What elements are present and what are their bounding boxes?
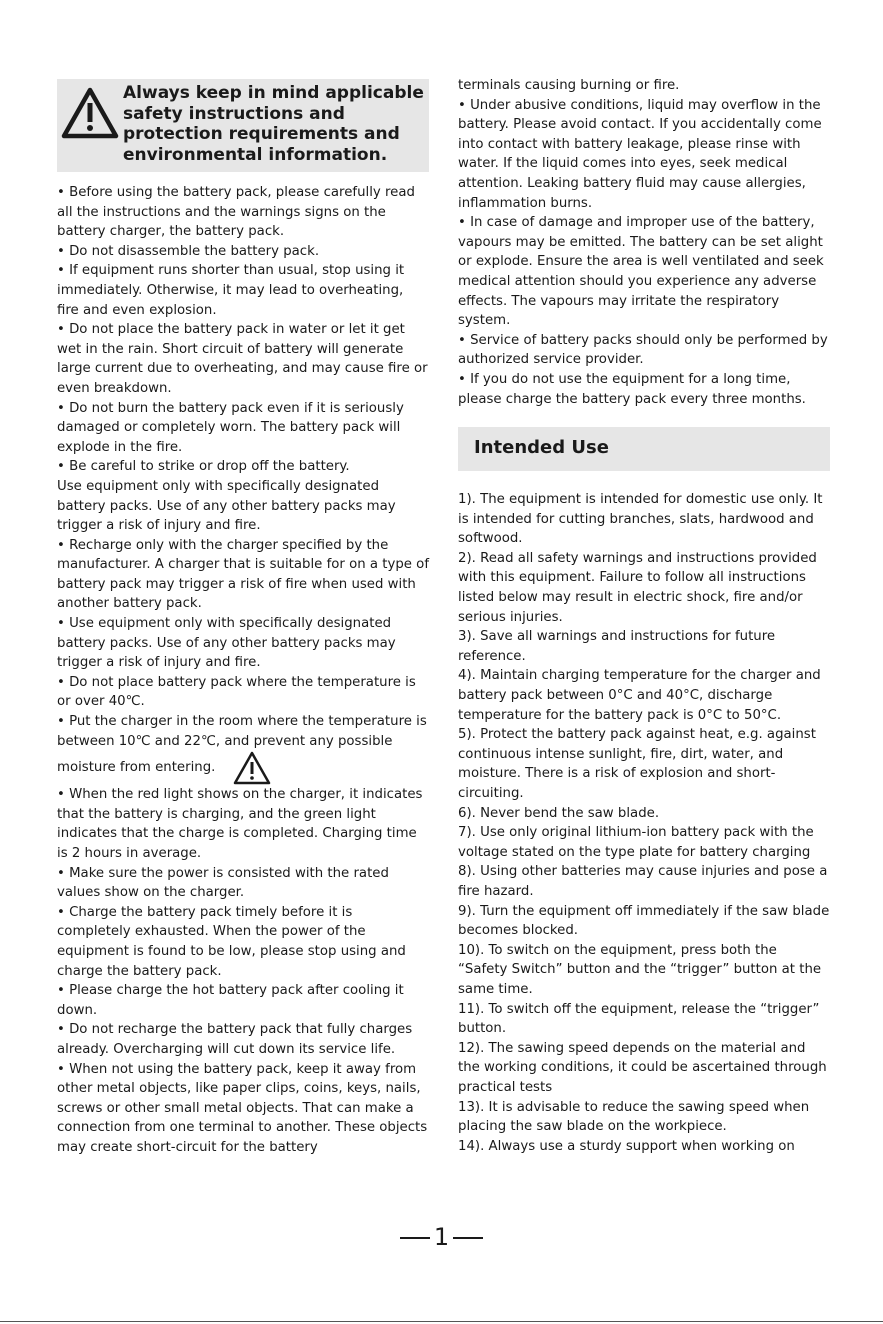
- paragraph: terminals causing burning or fire.: [458, 78, 680, 93]
- paragraph: • When the red light shows on the charger, it indicates that the battery is charging, and the green light indicates that the charge is completed. Charging time is 2 hours in average.: [57, 787, 423, 861]
- paragraph: Use equipment only with specifically designated battery packs. Use of any other battery packs may trigger a risk of injury and fire.: [57, 478, 396, 534]
- footer-dash-right: [453, 1237, 483, 1239]
- safety-warning-box: [57, 79, 429, 172]
- paragraph: • Use equipment only with specifically designated battery packs. Use of any other battery packs may trigger a risk of injury and fire.: [57, 616, 396, 671]
- left-column: [57, 79, 429, 1158]
- paragraph: • Before using the battery pack, please carefully read all the instructions and the warnings signs on the battery charger, the battery pack.: [57, 185, 415, 240]
- list-item: 4). Maintain charging temperature for the charger and battery pack between 0°C and 40°C, discharge temperature for the battery pack is 0°C to 50°C.: [458, 668, 821, 723]
- list-item: 14). Always use a sturdy support when working on: [458, 1138, 795, 1154]
- paragraph: • When not using the battery pack, keep it away from other metal objects, like paper clips, coins, keys, nails, screws or other small metal objects. That can make a connection from one terminal to another. These objects may create short-circuit for the battery: [57, 1061, 428, 1155]
- list-item: 11). To switch off the equipment, release the “trigger” button.: [458, 1001, 820, 1037]
- warning-triangle-icon: [233, 751, 271, 785]
- paragraph: • Service of battery packs should only be performed by authorized service provider.: [458, 332, 828, 368]
- list-item: 6). Never bend the saw blade.: [458, 805, 660, 821]
- intended-use-heading-bar: [458, 427, 830, 471]
- footer-dash-left: [400, 1237, 430, 1239]
- list-item: 10). To switch on the equipment, press both the “Safety Switch” button and the “trigger” button at the same time.: [458, 942, 822, 997]
- safety-warning-title: Always keep in mind applicable safety instructions and protection requirements and environmental information.: [123, 83, 424, 165]
- intended-use-heading: Intended Use: [474, 437, 609, 459]
- paragraph: • If equipment runs shorter than usual, stop using it immediately. Otherwise, it may lead to overheating, fire and even explosion.: [57, 263, 405, 318]
- list-item: 12). The sawing speed depends on the material and the working conditions, it could be ascertained through practical tests: [458, 1040, 827, 1095]
- list-item: 2). Read all safety warnings and instructions provided with this equipment. Failure to follow all instructions listed below may result in electric shock, fire and/or serious injuries.: [458, 550, 817, 625]
- bottom-rule: [0, 1321, 883, 1322]
- paragraph: • Do not disassemble the battery pack.: [57, 243, 320, 259]
- page-number: 1: [433, 1223, 450, 1251]
- list-item: 1). The equipment is intended for domestic use only. It is intended for cutting branches, slats, hardwood and softwood.: [458, 492, 823, 547]
- paragraph-text: • Put the charger in the room where the temperature is between 10℃ and 22℃, and prevent any possible moisture from entering.: [57, 714, 427, 776]
- intended-use-list: [458, 490, 830, 1156]
- list-item: 8). Using other batteries may cause injuries and pose a fire hazard.: [458, 864, 828, 899]
- paragraph: • If you do not use the equipment for a long time, please charge the battery pack every three months.: [458, 371, 806, 407]
- paragraph: • Please charge the hot battery pack after cooling it down.: [57, 983, 404, 1018]
- list-item: 13). It is advisable to reduce the sawing speed when placing the saw blade on the workpiece.: [458, 1099, 810, 1135]
- warning-triangle-icon: [60, 86, 120, 140]
- list-item: 3). Save all warnings and instructions for future reference.: [458, 629, 776, 664]
- left-body-text: [57, 183, 429, 1158]
- right-body-text: [458, 76, 830, 409]
- paragraph: • Do not burn the battery pack even if it is seriously damaged or completely worn. The battery pack will explode in the fire.: [57, 400, 404, 455]
- paragraph: • Do not place battery pack where the temperature is or over 40℃.: [57, 674, 416, 710]
- paragraph: • Do not place the battery pack in water or let it get wet in the rain. Short circuit of battery will generate large current due to overheating, and may cause fire or even breakdown.: [57, 322, 428, 396]
- right-column: [458, 76, 830, 1156]
- paragraph: • Under abusive conditions, liquid may overflow in the battery. Please avoid contact. If you accidentally come into contact with battery leakage, please rinse with water. If the liquid comes into eyes, seek medical attention. Leaking battery fluid may cause allergies, inflammation burns.: [458, 97, 822, 211]
- paragraph: • Do not recharge the battery pack that fully charges already. Overcharging will cut down its service life.: [57, 1022, 413, 1057]
- list-item: 5). Protect the battery pack against heat, e.g. against continuous intense sunlight, fire, dirt, water, and moisture. There is a risk of explosion and short-circuiting.: [458, 727, 816, 801]
- charger-room-paragraph: [57, 712, 429, 785]
- paragraph: • Be careful to strike or drop off the battery.: [57, 459, 350, 475]
- list-item: 7). Use only original lithium-ion battery pack with the voltage stated on the type plate for battery charging: [458, 825, 814, 860]
- list-item: 9). Turn the equipment off immediately if the saw blade becomes blocked.: [458, 903, 830, 939]
- page-footer: [0, 1223, 883, 1251]
- paragraph: • Make sure the power is consisted with the rated values show on the charger.: [57, 865, 389, 901]
- paragraph: • In case of damage and improper use of the battery, vapours may be emitted. The battery can be set alight or explode. Ensure the area is well ventilated and seek medical attention should you experience any adverse effects. The vapours may irritate the respiratory system.: [458, 215, 824, 329]
- paragraph: • Charge the battery pack timely before it is completely exhausted. When the power of the equipment is found to be low, please stop using and charge the battery pack.: [57, 904, 406, 979]
- paragraph: • Recharge only with the charger specified by the manufacturer. A charger that is suitable for on a type of battery pack may trigger a risk of fire when used with another battery pack.: [57, 537, 430, 612]
